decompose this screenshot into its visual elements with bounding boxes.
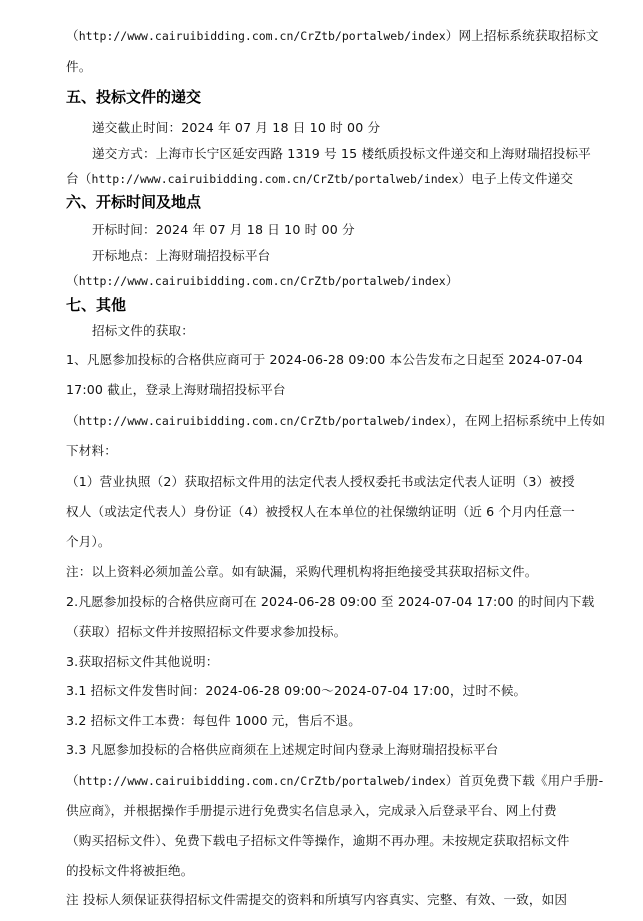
url-link[interactable]: http://www.cairuibidding.com.cn/CrZtb/portalweb/index <box>78 274 446 288</box>
method-text: 递交方式：上海市长宁区延安西路 1319 号 15 楼纸质投标文件递交和上海财瑞招投标平 <box>92 146 591 161</box>
section-heading-5: 五、投标文件的递交 <box>66 88 202 106</box>
note-text: 注：以上资料必须加盖公章。如有缺漏，采购代理机构将拒绝接受其获取招标文件。 <box>66 564 538 579</box>
url-link[interactable]: http://www.cairuibidding.com.cn/CrZtb/portalweb/index <box>91 172 459 186</box>
text-line: 2.凡愿参加投标的合格供应商可在 2024-06-28 09:00 至 2024-07-04 17:00 的时间内下载 <box>66 594 595 609</box>
text-line: （获取）招标文件并按照招标文件要求参加投标。 <box>66 624 347 639</box>
text-line: （1）营业执照（2）获取招标文件用的法定代表人授权委托书或法定代表人证明（3）被授 <box>66 474 575 489</box>
text-line: （购买招标文件）、免费下载电子招标文件等操作，逾期不再办理。未按规定获取招标文件 <box>66 833 570 848</box>
text-line: 1、凡愿参加投标的合格供应商可于 2024-06-28 09:00 本公告发布之日起至 2024-07-04 <box>66 352 584 367</box>
url-link[interactable]: http://www.cairuibidding.com.cn/CrZtb/portalweb/index <box>78 29 446 43</box>
note-text: 注 投标人须保证获得招标文件需提交的资料和所填写内容真实、完整、有效、一致，如因 <box>66 892 568 907</box>
text-line: （http://www.cairuibidding.com.cn/CrZtb/portalweb/index），在网上招标系统中上传如 <box>66 413 606 428</box>
opening-place-text: 开标地点：上海财瑞招投标平台 <box>92 248 271 263</box>
url-link[interactable]: http://www.cairuibidding.com.cn/CrZtb/portalweb/index <box>78 774 446 788</box>
text-line: 下材料： <box>66 443 117 458</box>
text-line: 3.1 招标文件发售时间：2024-06-28 09:00～2024-07-04 17:00，过时不候。 <box>66 683 527 698</box>
text-line: （http://www.cairuibidding.com.cn/CrZtb/portalweb/index） <box>66 273 459 288</box>
text-line: 权人（或法定代表人）身份证（4）被授权人在本单位的社保缴纳证明（近 6 个月内任意一 <box>66 504 575 519</box>
text-line: （http://www.cairuibidding.com.cn/CrZtb/portalweb/index）网上招标系统获取招标文 <box>66 28 599 43</box>
opening-time-text: 开标时间：2024 年 07 月 18 日 10 时 00 分 <box>92 222 355 237</box>
text-line: 个月）。 <box>66 534 111 549</box>
text-line: 台（http://www.cairuibidding.com.cn/CrZtb/portalweb/index）电子上传文件递交 <box>66 171 574 186</box>
obtain-title: 招标文件的获取： <box>92 323 194 338</box>
deadline-text: 递交截止时间：2024 年 07 月 18 日 10 时 00 分 <box>92 120 381 135</box>
text-line: 的投标文件将被拒绝。 <box>66 863 194 878</box>
text-line: 件。 <box>66 59 92 74</box>
text-line: 3.3 凡愿参加投标的合格供应商须在上述规定时间内登录上海财瑞招投标平台 <box>66 742 499 757</box>
section-heading-7: 七、其他 <box>66 296 127 314</box>
text-line: 17:00 截止，登录上海财瑞招投标平台 <box>66 382 286 397</box>
text-line: （http://www.cairuibidding.com.cn/CrZtb/portalweb/index）首页免费下载《用户手册- <box>66 773 604 788</box>
section-heading-6: 六、开标时间及地点 <box>66 193 202 211</box>
text-line: 供应商》，并根据操作手册提示进行免费实名信息录入，完成录入后登录平台、网上付费 <box>66 803 557 818</box>
text-line: 3.2 招标文件工本费：每包件 1000 元，售后不退。 <box>66 713 361 728</box>
text-line: 3.获取招标文件其他说明： <box>66 654 219 669</box>
url-link[interactable]: http://www.cairuibidding.com.cn/CrZtb/portalweb/index <box>78 414 446 428</box>
